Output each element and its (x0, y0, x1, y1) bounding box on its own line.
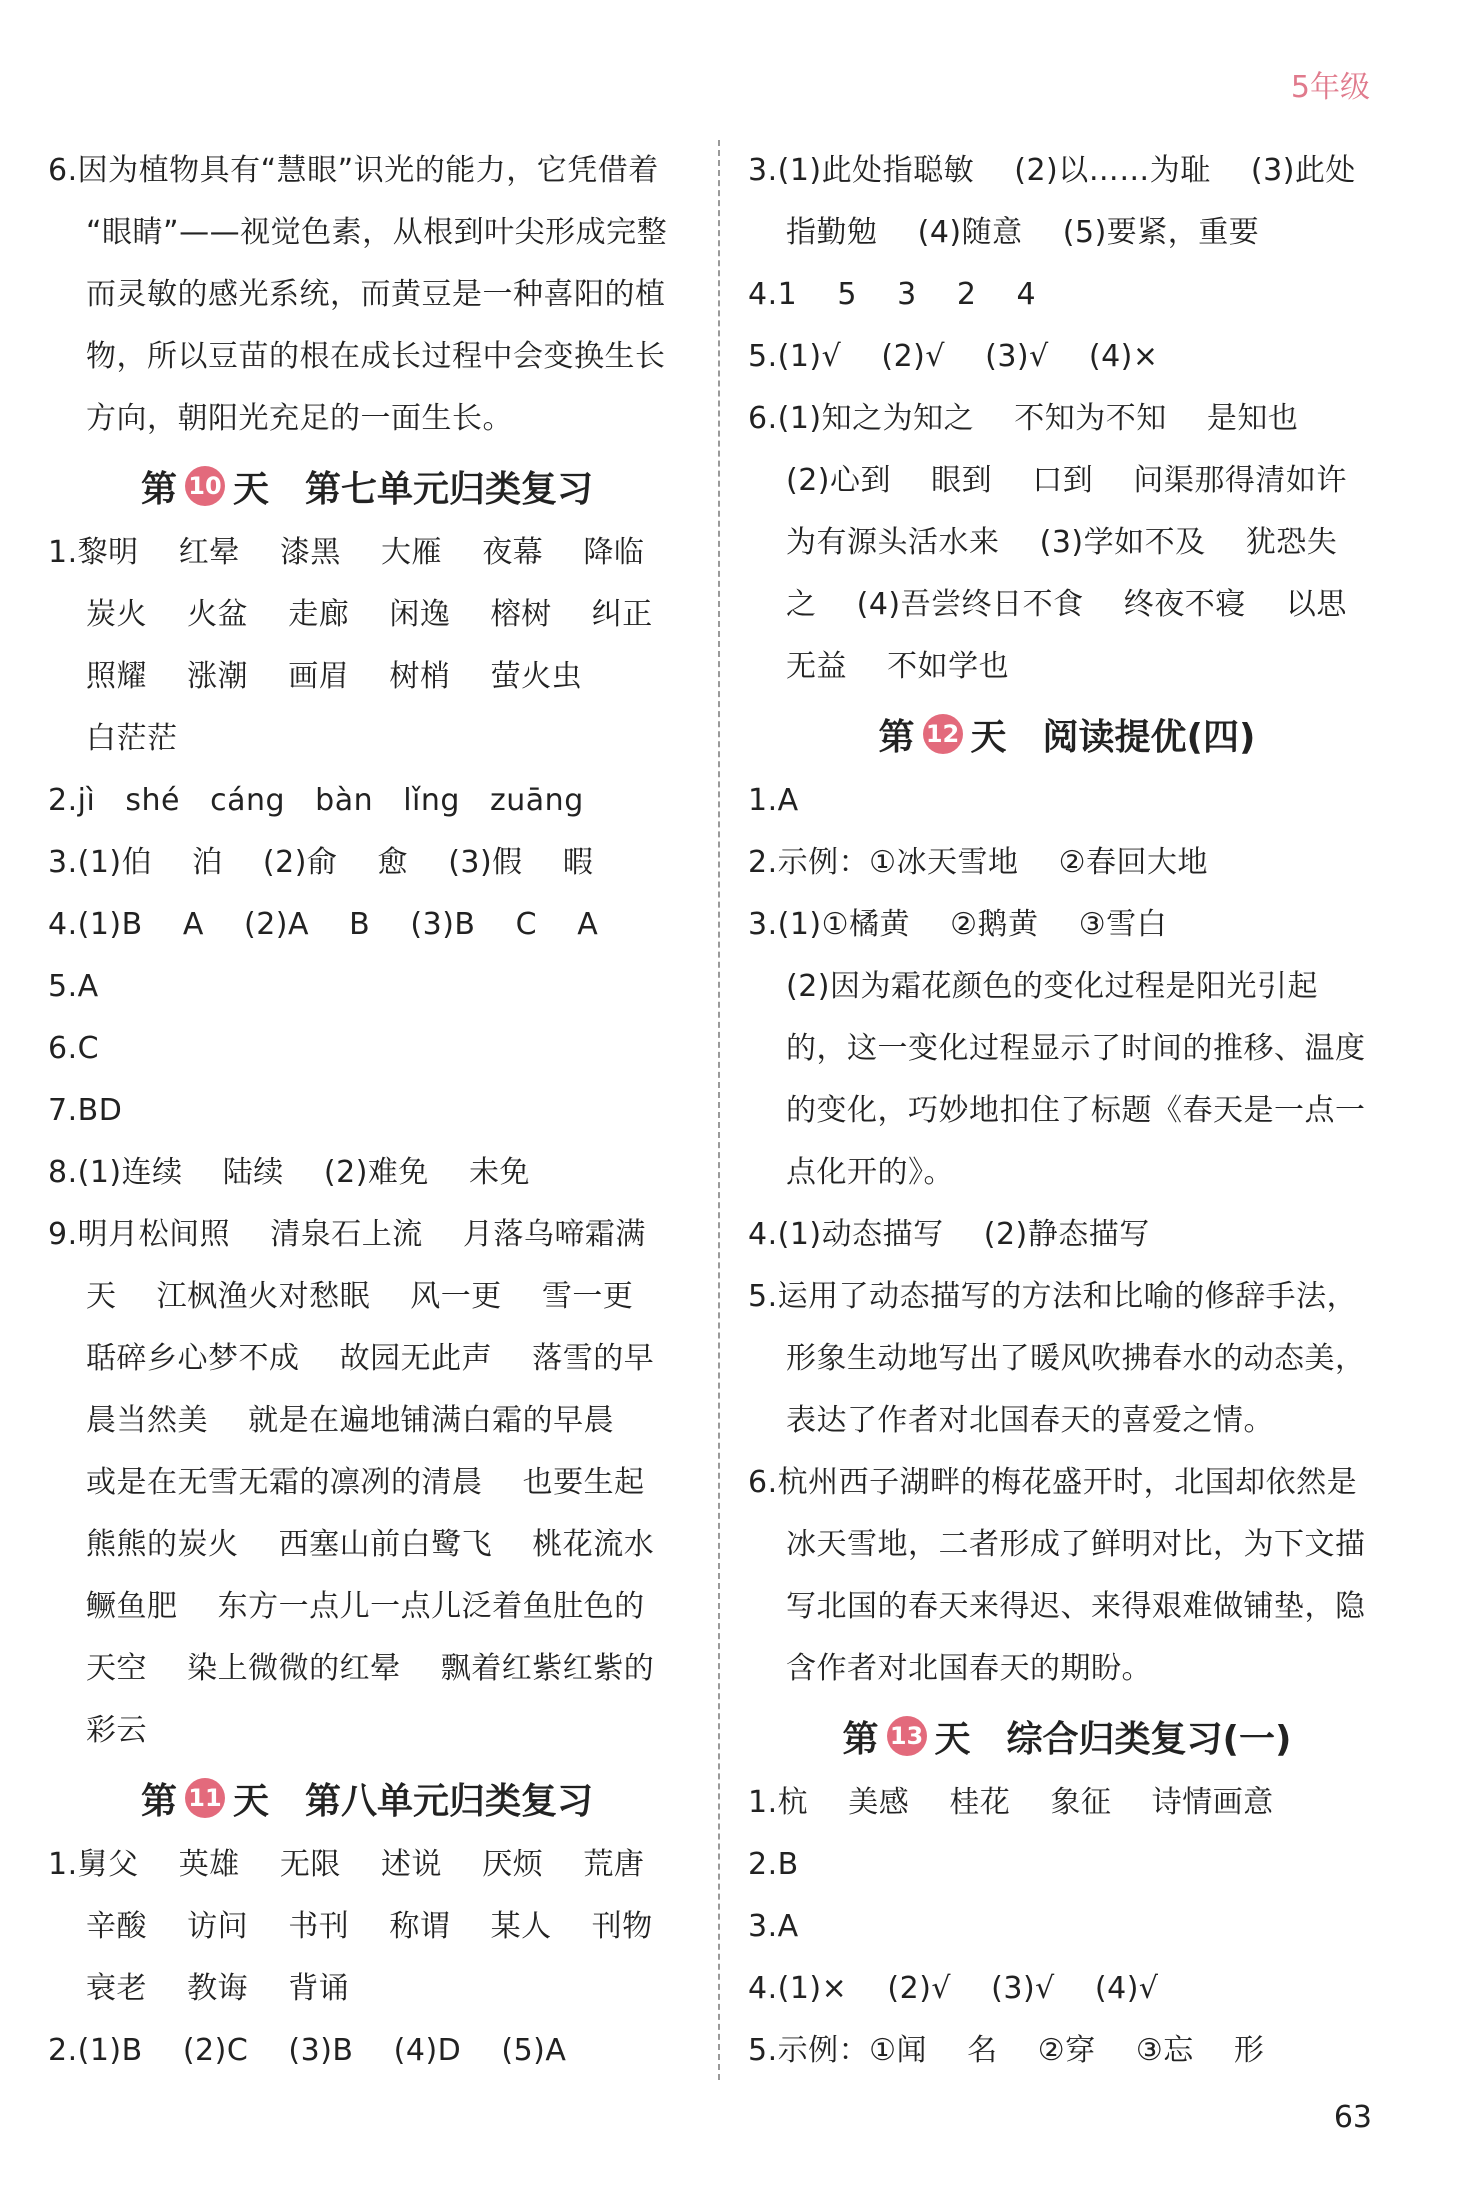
answer-line: 1.舅父 英雄 无限 述说 厌烦 荒唐 (48, 1847, 645, 1882)
section-title: 第八单元归类复习 (305, 1780, 594, 1822)
day-number-badge: 10 (185, 466, 225, 506)
answer-line: 5.(1)√ (2)√ (3)√ (4)× (748, 339, 1159, 374)
heading-day-suffix: 天 (232, 1780, 269, 1822)
answer-line: 炭火 火盆 走廊 闲逸 榕树 纠正 (86, 597, 653, 632)
column-divider (718, 140, 720, 2080)
answer-line: 聒碎乡心梦不成 故园无此声 落雪的早 (86, 1341, 655, 1376)
answer-line: 6.因为植物具有“慧眼”识光的能力，它凭借着 (48, 153, 659, 188)
day-number-badge: 11 (185, 1778, 225, 1818)
answer-line: 含作者对北国春天的期盼。 (786, 1651, 1152, 1686)
section-heading (48, 1764, 686, 1832)
answer-line: 而灵敏的感光系统，而黄豆是一种喜阳的植 (86, 277, 666, 312)
answer-line: 表达了作者对北国春天的喜爱之情。 (786, 1403, 1274, 1438)
answer-line: 或是在无雪无霜的凛冽的清晨 也要生起 (86, 1465, 645, 1500)
heading-day-suffix: 天 (934, 1718, 971, 1760)
answer-line: 5.运用了动态描写的方法和比喻的修辞手法， (748, 1279, 1358, 1314)
answer-line: 写北国的春天来得迟、来得艰难做铺垫，隐 (786, 1589, 1366, 1624)
answer-line: 熊熊的炭火 西塞山前白鹭飞 桃花流水 (86, 1527, 655, 1562)
answer-line: 物，所以豆苗的根在成长过程中会变换生长 (86, 339, 666, 374)
answer-line: 天 江枫渔火对愁眠 风一更 雪一更 (86, 1279, 634, 1314)
answer-line: 指勤勉 (4)随意 (5)要紧，重要 (786, 215, 1260, 250)
answer-line: 6.杭州西子湖畔的梅花盛开时，北国却依然是 (748, 1465, 1358, 1500)
answer-line: 无益 不如学也 (786, 649, 1010, 684)
section-heading (748, 700, 1386, 768)
answer-line: 2.示例：①冰天雪地 ②春回大地 (748, 845, 1209, 880)
answer-line: 6.(1)知之为知之 不知为不知 是知也 (748, 401, 1299, 436)
answer-line: 2.jì shé cáng bàn lǐng zuāng (48, 783, 584, 818)
answer-line: 2.(1)B (2)C (3)B (4)D (5)A (48, 2033, 567, 2068)
heading-day-suffix: 天 (232, 468, 269, 510)
answer-line: 方向，朝阳光充足的一面生长。 (86, 401, 513, 436)
section-heading (748, 1702, 1386, 1770)
answer-line: 8.(1)连续 陆续 (2)难免 未免 (48, 1155, 531, 1190)
answer-line: 冰天雪地，二者形成了鲜明对比，为下文描 (786, 1527, 1366, 1562)
page-number: 63 (1333, 2100, 1372, 2135)
answer-line: 1.黎明 红晕 漆黑 大雁 夜幕 降临 (48, 535, 645, 570)
answer-line: 晨当然美 就是在遍地铺满白霜的早晨 (86, 1403, 615, 1438)
answer-line: 照耀 涨潮 画眉 树梢 萤火虫 (86, 659, 583, 694)
answer-line: 形象生动地写出了暖风吹拂春水的动态美， (786, 1341, 1366, 1376)
answer-line: 4.(1)× (2)√ (3)√ (4)√ (748, 1971, 1159, 2006)
answer-line: 之 (4)吾尝终日不食 终夜不寝 以思 (786, 587, 1347, 622)
section-title: 阅读提优(四) (1042, 716, 1256, 758)
answer-line: 4.(1)B A (2)A B (3)B C A (48, 907, 599, 942)
answer-line: 鳜鱼肥 东方一点儿一点儿泛着鱼肚色的 (86, 1589, 645, 1624)
section-title: 第七单元归类复习 (305, 468, 594, 510)
answer-line: 5.示例：①闻 名 ②穿 ③忘 形 (748, 2033, 1265, 2068)
answer-line: 5.A (48, 969, 99, 1004)
answer-line: 4.1 5 3 2 4 (748, 277, 1037, 312)
answer-line: 3.(1)伯 泊 (2)俞 愈 (3)假 暇 (48, 845, 594, 880)
answer-line: 3.(1)①橘黄 ②鹅黄 ③雪白 (748, 907, 1168, 942)
answer-line: 白茫茫 (86, 721, 178, 756)
grade-label: 5年级 (1290, 70, 1370, 105)
heading-prefix: 第 (140, 468, 177, 510)
answer-line: (2)因为霜花颜色的变化过程是阳光引起 (786, 969, 1318, 1004)
answer-line: 辛酸 访问 书刊 称谓 某人 刊物 (86, 1909, 653, 1944)
answer-line: 点化开的》。 (786, 1155, 954, 1190)
right-column (748, 140, 1386, 2082)
section-heading (48, 452, 686, 520)
answer-line: 2.B (748, 1847, 799, 1882)
section-title: 综合归类复习(一) (1006, 1718, 1292, 1760)
answer-line: 4.(1)动态描写 (2)静态描写 (748, 1217, 1150, 1252)
answer-line: 天空 染上微微的红晕 飘着红紫红紫的 (86, 1651, 655, 1686)
heading-prefix: 第 (140, 1780, 177, 1822)
answer-line: 彩云 (86, 1713, 147, 1748)
answer-line: 的变化，巧妙地扣住了标题《春天是一点一 (786, 1093, 1366, 1128)
answer-line: 3.A (748, 1909, 799, 1944)
heading-prefix: 第 (878, 716, 915, 758)
heading-prefix: 第 (842, 1718, 879, 1760)
answer-line: 为有源头活水来 (3)学如不及 犹恐失 (786, 525, 1338, 560)
answer-line: “眼睛”——视觉色素，从根到叶尖形成完整 (86, 215, 668, 250)
answer-line: (2)心到 眼到 口到 问渠那得清如许 (786, 463, 1347, 498)
answer-line: 7.BD (48, 1093, 123, 1128)
answer-line: 的，这一变化过程显示了时间的推移、温度 (786, 1031, 1366, 1066)
day-number-badge: 12 (923, 714, 963, 754)
answer-line: 1.杭 美感 桂花 象征 诗情画意 (748, 1785, 1274, 1820)
left-column (48, 140, 686, 2082)
answer-line: 3.(1)此处指聪敏 (2)以……为耻 (3)此处 (748, 153, 1356, 188)
answer-line: 衰老 教诲 背诵 (86, 1971, 350, 2006)
heading-day-suffix: 天 (970, 716, 1007, 758)
day-number-badge: 13 (887, 1716, 927, 1756)
answer-line: 9.明月松间照 清泉石上流 月落乌啼霜满 (48, 1217, 646, 1252)
answer-line: 1.A (748, 783, 799, 818)
answer-line: 6.C (48, 1031, 100, 1066)
